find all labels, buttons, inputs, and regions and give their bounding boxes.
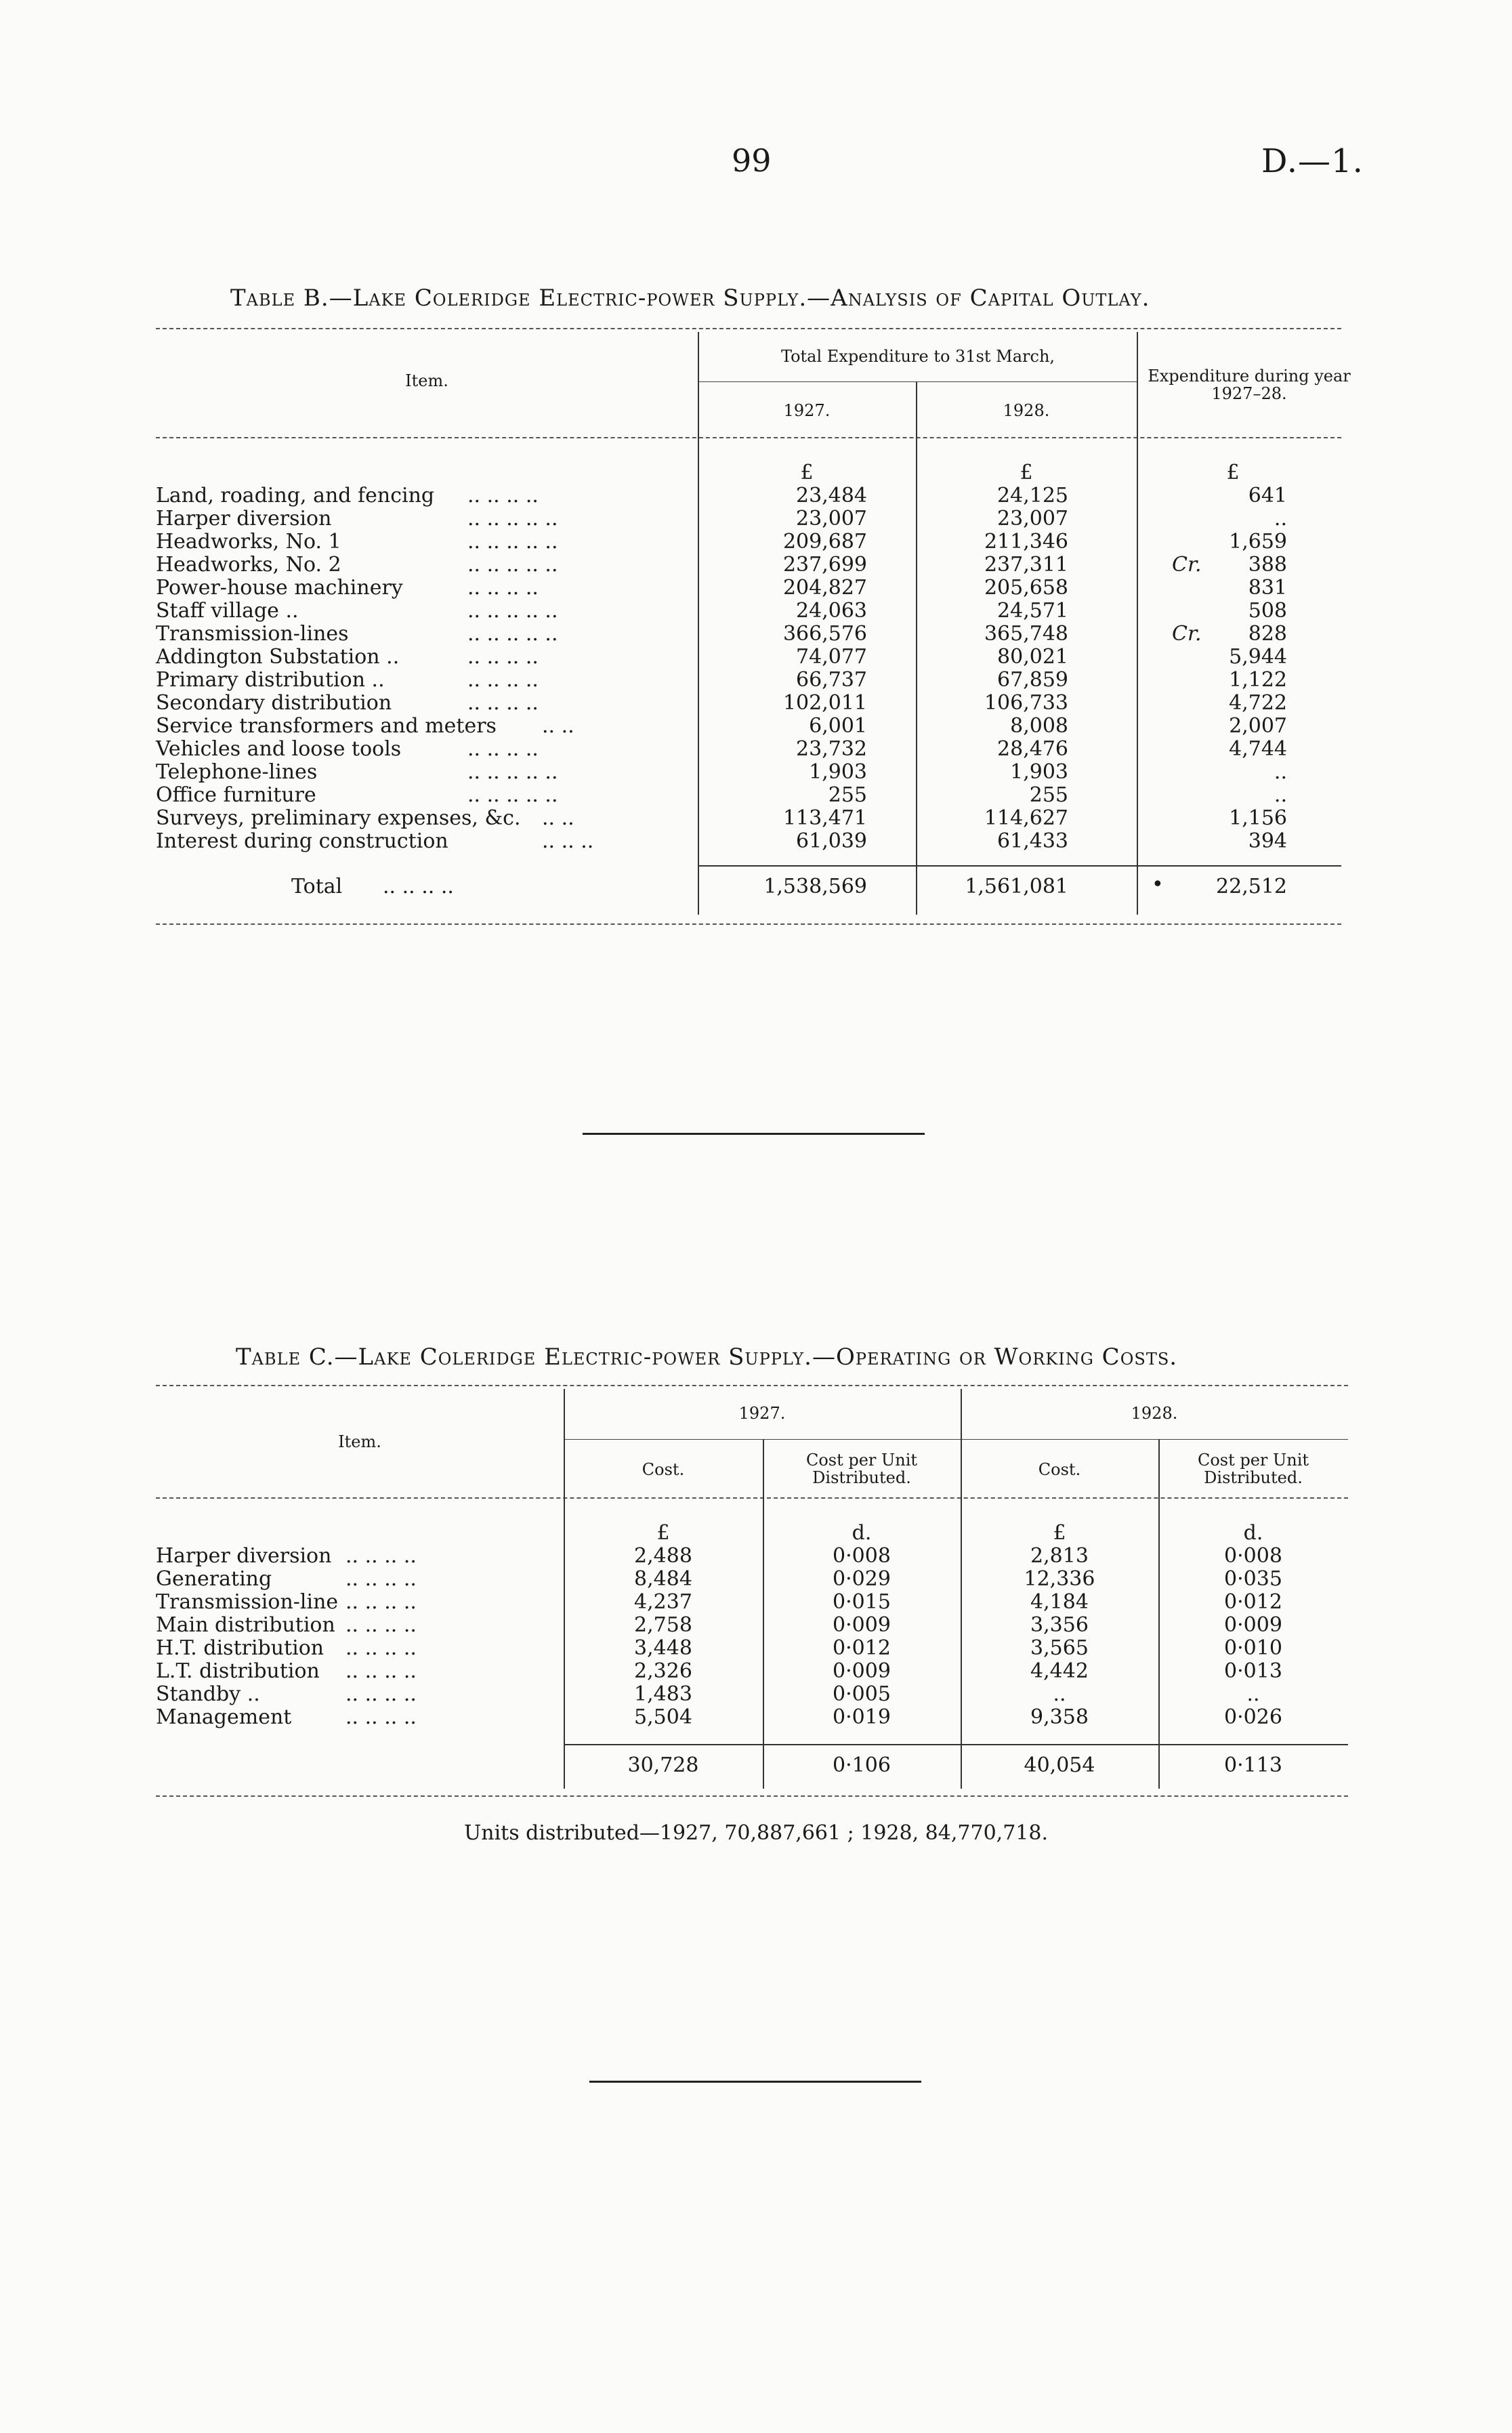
row-value-1928: 237,311 xyxy=(984,553,1068,577)
table-row xyxy=(156,714,1341,737)
row-value-1928: 67,859 xyxy=(997,668,1068,692)
table-c-header-item: Item. xyxy=(338,1432,381,1451)
row-item-label: Office furniture xyxy=(156,783,316,807)
table-row xyxy=(156,599,1341,622)
table-row xyxy=(156,1682,1348,1705)
table-row xyxy=(156,622,1341,645)
row-cpu-1928: 0·035 xyxy=(1224,1567,1282,1591)
row-value-year: 1,122 xyxy=(1229,668,1287,692)
row-item-label: Service transformers and meters xyxy=(156,714,497,738)
row-cpu-1928: .. xyxy=(1246,1682,1260,1706)
table-row xyxy=(156,829,1341,852)
row-value-1928: 365,748 xyxy=(984,622,1068,646)
row-cpu-1927: 0·015 xyxy=(833,1590,891,1614)
table-row xyxy=(156,691,1341,714)
row-item-label: Primary distribution .. xyxy=(156,668,385,692)
row-item-label: Management xyxy=(156,1705,292,1729)
table-b-currency-1928: £ xyxy=(1020,461,1033,484)
table-b-header-item: Item. xyxy=(405,371,448,390)
row-cpu-1928: 0·008 xyxy=(1224,1544,1282,1568)
row-item-label: Standby .. xyxy=(156,1682,260,1706)
table-b-header-1927: 1927. xyxy=(783,401,831,420)
row-value-1928: 205,658 xyxy=(984,576,1068,600)
row-leader-dots: .. .. .. .. .. xyxy=(467,553,558,577)
table-row xyxy=(156,576,1341,599)
row-cpu-1927: 0·009 xyxy=(833,1613,891,1637)
row-item-label: Transmission-lines xyxy=(156,622,349,646)
row-cost-1927: 2,326 xyxy=(634,1659,692,1683)
table-b-total-year: 22,512 xyxy=(1216,875,1287,898)
row-value-year: 1,156 xyxy=(1229,806,1287,830)
table-b-header-bottom-rule xyxy=(156,437,1341,438)
row-value-1927: 74,077 xyxy=(796,645,867,669)
row-value-1927: 209,687 xyxy=(782,530,867,554)
row-value-1927: 113,471 xyxy=(782,806,867,830)
table-b-total-dots: .. .. .. .. xyxy=(383,875,454,898)
table-c-header-cpu-1927-line-1: Cost per Unit xyxy=(805,1451,918,1470)
table-row xyxy=(156,507,1341,530)
table-c-total-rule xyxy=(564,1744,1348,1745)
row-value-1928: 8,008 xyxy=(1010,714,1068,738)
row-leader-dots: .. .. .. .. xyxy=(345,1590,417,1614)
row-value-year: 831 xyxy=(1248,576,1287,600)
row-leader-dots: .. .. .. .. xyxy=(345,1659,417,1683)
row-value-1927: 23,484 xyxy=(796,484,867,507)
row-value-1928: 106,733 xyxy=(984,691,1068,715)
row-value-1927: 23,732 xyxy=(796,737,867,761)
table-b-total-1927: 1,538,569 xyxy=(763,875,867,898)
row-value-1928: 28,476 xyxy=(997,737,1068,761)
row-leader-dots: .. .. .. .. .. xyxy=(467,530,558,554)
table-b-body xyxy=(156,484,1341,863)
row-cost-1928: 4,442 xyxy=(1030,1659,1089,1683)
row-leader-dots: .. .. .. .. xyxy=(467,576,539,600)
row-credit-marker: Cr. xyxy=(1172,622,1202,646)
table-c-header-1927: 1927. xyxy=(738,1404,786,1423)
row-cost-1928: 3,565 xyxy=(1030,1636,1089,1660)
table-c-header-bottom-rule xyxy=(156,1497,1348,1499)
row-value-1928: 255 xyxy=(1029,783,1068,807)
row-item-label: Generating xyxy=(156,1567,272,1591)
row-value-year: .. xyxy=(1274,760,1287,784)
row-leader-dots: .. .. .. .. xyxy=(345,1705,417,1729)
row-value-year: 828 xyxy=(1248,622,1287,646)
row-leader-dots: .. .. .. xyxy=(542,829,594,853)
table-c-header-cpu-1928-line-2: Distributed. xyxy=(1204,1468,1303,1487)
table-row xyxy=(156,645,1341,668)
row-value-year: 394 xyxy=(1248,829,1287,853)
table-row xyxy=(156,1567,1348,1590)
row-leader-dots: .. .. .. .. .. xyxy=(467,783,558,807)
table-b-currency-year: £ xyxy=(1226,461,1240,484)
row-cost-1927: 1,483 xyxy=(634,1682,692,1706)
row-item-label: H.T. distribution xyxy=(156,1636,324,1660)
row-value-1927: 237,699 xyxy=(782,553,867,577)
table-row xyxy=(156,668,1341,691)
row-leader-dots: .. .. .. .. .. xyxy=(467,599,558,623)
table-c-header-cpu-1927 xyxy=(763,1451,961,1486)
table-b-title-prefix: Table B.— xyxy=(230,285,353,312)
row-value-1928: 61,433 xyxy=(997,829,1068,853)
row-credit-marker: Cr. xyxy=(1172,553,1202,577)
row-value-year: 4,744 xyxy=(1229,737,1287,761)
row-cpu-1928: 0·013 xyxy=(1224,1659,1282,1683)
row-value-year: 508 xyxy=(1248,599,1287,623)
row-cpu-1927: 0·029 xyxy=(833,1567,891,1591)
row-leader-dots: .. .. .. .. .. xyxy=(467,507,558,531)
row-leader-dots: .. .. .. .. xyxy=(345,1636,417,1660)
row-item-label: Staff village .. xyxy=(156,599,299,623)
row-item-label: Surveys, preliminary expenses, &c. xyxy=(156,806,521,830)
row-item-label: Main distribution xyxy=(156,1613,335,1637)
table-row xyxy=(156,1613,1348,1636)
row-value-year: 2,007 xyxy=(1229,714,1287,738)
row-cost-1927: 4,237 xyxy=(634,1590,692,1614)
table-c-bottom-rule xyxy=(156,1795,1348,1797)
row-cpu-1927: 0·009 xyxy=(833,1659,891,1683)
table-b-title xyxy=(230,285,1150,312)
row-item-label: Secondary distribution xyxy=(156,691,392,715)
table-row xyxy=(156,1544,1348,1567)
row-cost-1928: 12,336 xyxy=(1024,1567,1095,1591)
row-cost-1928: 9,358 xyxy=(1030,1705,1089,1729)
row-value-1927: 204,827 xyxy=(782,576,867,600)
row-item-label: Vehicles and loose tools xyxy=(156,737,402,761)
section-separator-1 xyxy=(583,1133,925,1135)
row-leader-dots: .. .. .. .. .. xyxy=(467,760,558,784)
table-b-total-marker: • xyxy=(1152,873,1164,896)
row-cpu-1927: 0·008 xyxy=(833,1544,891,1568)
table-c-total-cost-1927: 30,728 xyxy=(627,1753,699,1777)
table-b-header-year-line-1: Expenditure during year xyxy=(1148,367,1351,386)
row-item-label: Land, roading, and fencing xyxy=(156,484,435,507)
row-cpu-1928: 0·026 xyxy=(1224,1705,1282,1729)
table-b-subheader-rule xyxy=(698,381,1138,382)
row-item-label: Telephone-lines xyxy=(156,760,318,784)
row-value-1928: 114,627 xyxy=(984,806,1068,830)
table-row xyxy=(156,1590,1348,1613)
row-leader-dots: .. .. .. .. xyxy=(345,1567,417,1591)
row-cpu-1928: 0·009 xyxy=(1224,1613,1282,1637)
row-value-1928: 24,125 xyxy=(997,484,1068,507)
row-value-1927: 24,063 xyxy=(796,599,867,623)
table-b-bottom-rule xyxy=(156,923,1341,925)
table-b-header-year-expenditure xyxy=(1137,367,1362,402)
row-value-1928: 1,903 xyxy=(1010,760,1068,784)
table-row xyxy=(156,1705,1348,1728)
table-c-title xyxy=(236,1344,1177,1371)
row-item-label: Headworks, No. 1 xyxy=(156,530,341,554)
row-item-label: Harper diversion xyxy=(156,507,332,531)
row-value-1927: 1,903 xyxy=(809,760,867,784)
row-leader-dots: .. .. .. .. xyxy=(467,691,539,715)
page-number: 99 xyxy=(732,142,772,179)
table-c-title-main: Lake Coleridge Electric-power Supply.—Operating or Working Costs. xyxy=(358,1344,1178,1371)
table-c-currency-1928: £ xyxy=(1053,1521,1066,1545)
row-cpu-1928: 0·010 xyxy=(1224,1636,1282,1660)
table-c-top-rule xyxy=(156,1385,1348,1386)
table-b-total-label: Total xyxy=(291,875,343,898)
table-c-currency-1927: £ xyxy=(656,1521,670,1545)
row-value-year: 641 xyxy=(1248,484,1287,507)
row-value-year: .. xyxy=(1274,507,1287,531)
row-cost-1928: 2,813 xyxy=(1030,1544,1089,1568)
table-b-total-1928: 1,561,081 xyxy=(965,875,1068,898)
row-leader-dots: .. .. .. .. xyxy=(467,668,539,692)
row-cost-1927: 8,484 xyxy=(634,1567,692,1591)
section-separator-2 xyxy=(589,2081,921,2083)
table-b-header-1928: 1928. xyxy=(1003,401,1050,420)
row-value-1927: 61,039 xyxy=(796,829,867,853)
row-cost-1927: 5,504 xyxy=(634,1705,692,1729)
row-cost-1927: 2,758 xyxy=(634,1613,692,1637)
row-value-1928: 211,346 xyxy=(984,530,1068,554)
row-value-1927: 66,737 xyxy=(796,668,867,692)
row-leader-dots: .. .. .. .. xyxy=(467,484,539,507)
row-cost-1928: .. xyxy=(1053,1682,1066,1706)
row-value-1927: 102,011 xyxy=(782,691,867,715)
row-item-label: Power-house machinery xyxy=(156,576,403,600)
units-distributed-note: Units distributed—1927, 70,887,661 ; 1928, 84,770,718. xyxy=(463,1821,1048,1845)
table-c-total-cpu-1927: 0·106 xyxy=(833,1753,891,1777)
row-value-1927: 6,001 xyxy=(809,714,867,738)
row-value-year: 1,659 xyxy=(1229,530,1287,554)
row-cpu-1928: 0·012 xyxy=(1224,1590,1282,1614)
table-c-pence-1928: d. xyxy=(1243,1521,1263,1545)
row-value-year: 388 xyxy=(1248,553,1287,577)
table-row xyxy=(156,1636,1348,1659)
row-value-1928: 24,571 xyxy=(997,599,1068,623)
table-row xyxy=(156,737,1341,760)
row-leader-dots: .. .. .. .. xyxy=(345,1682,417,1706)
table-b-header-total-expenditure: Total Expenditure to 31st March, xyxy=(780,347,1055,366)
row-leader-dots: .. .. .. .. .. xyxy=(467,622,558,646)
table-b-title-main: Lake Coleridge Electric-power Supply.—Analysis of Capital Outlay. xyxy=(352,285,1150,312)
table-row xyxy=(156,484,1341,507)
row-item-label: L.T. distribution xyxy=(156,1659,320,1683)
row-item-label: Transmission-line xyxy=(156,1590,339,1614)
table-c-header-cpu-1928 xyxy=(1158,1451,1348,1486)
table-row xyxy=(156,783,1341,806)
row-cost-1928: 3,356 xyxy=(1030,1613,1089,1637)
row-value-1928: 80,021 xyxy=(997,645,1068,669)
table-c-total-cpu-1928: 0·113 xyxy=(1224,1753,1282,1777)
row-value-1927: 366,576 xyxy=(782,622,867,646)
table-c-title-prefix: Table C.— xyxy=(236,1344,358,1371)
table-c-header-cost-1927: Cost. xyxy=(642,1460,685,1479)
row-cost-1928: 4,184 xyxy=(1030,1590,1089,1614)
row-cost-1927: 3,448 xyxy=(634,1636,692,1660)
row-leader-dots: .. .. xyxy=(542,806,574,830)
row-leader-dots: .. .. .. .. xyxy=(467,737,539,761)
table-c-header-cost-1928: Cost. xyxy=(1038,1460,1081,1479)
row-value-year: .. xyxy=(1274,783,1287,807)
row-value-year: 4,722 xyxy=(1229,691,1287,715)
table-c-header-1928: 1928. xyxy=(1131,1404,1178,1423)
table-c-total-cost-1928: 40,054 xyxy=(1024,1753,1095,1777)
row-item-label: Addington Substation .. xyxy=(156,645,400,669)
table-b-header-year-line-2: 1927–28. xyxy=(1211,384,1287,403)
row-cost-1927: 2,488 xyxy=(634,1544,692,1568)
row-item-label: Harper diversion xyxy=(156,1544,332,1568)
table-row xyxy=(156,760,1341,783)
row-item-label: Interest during construction xyxy=(156,829,448,853)
row-cpu-1927: 0·012 xyxy=(833,1636,891,1660)
table-b-total-rule xyxy=(698,865,1341,867)
row-value-1927: 23,007 xyxy=(796,507,867,531)
row-cpu-1927: 0·019 xyxy=(833,1705,891,1729)
row-leader-dots: .. .. .. .. xyxy=(345,1613,417,1637)
table-row xyxy=(156,530,1341,553)
table-b-currency-1927: £ xyxy=(800,461,814,484)
table-c-pence-1927: d. xyxy=(852,1521,872,1545)
table-c-body xyxy=(156,1544,1348,1734)
row-value-1927: 255 xyxy=(828,783,867,807)
row-leader-dots: .. .. xyxy=(542,714,574,738)
row-value-1928: 23,007 xyxy=(997,507,1068,531)
table-c-subheader-rule xyxy=(564,1439,1348,1440)
table-row xyxy=(156,806,1341,829)
table-c-header-cpu-1927-line-2: Distributed. xyxy=(812,1468,911,1487)
row-leader-dots: .. .. .. .. xyxy=(467,645,539,669)
row-leader-dots: .. .. .. .. xyxy=(345,1544,417,1568)
row-value-year: 5,944 xyxy=(1229,645,1287,669)
table-row xyxy=(156,553,1341,576)
row-cpu-1927: 0·005 xyxy=(833,1682,891,1706)
document-reference: D.—1. xyxy=(1261,142,1364,180)
table-row xyxy=(156,1659,1348,1682)
row-item-label: Headworks, No. 2 xyxy=(156,553,341,577)
table-b-top-rule xyxy=(156,328,1341,329)
table-c-header-cpu-1928-line-1: Cost per Unit xyxy=(1197,1451,1309,1470)
